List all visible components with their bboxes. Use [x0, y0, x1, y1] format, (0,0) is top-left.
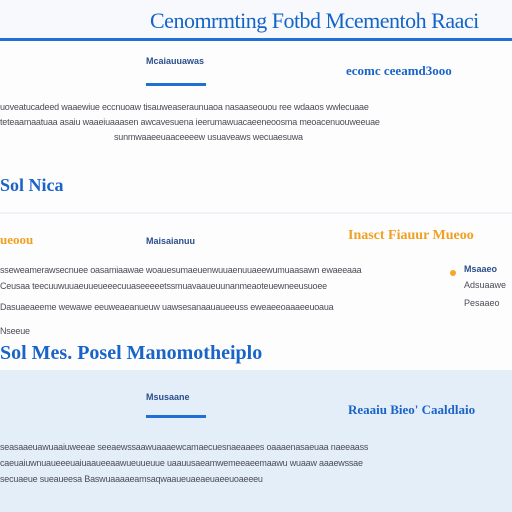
section-2-title: Sol Nica — [0, 175, 64, 195]
body-text-line: teteaamaatuaa asaiu waaeiuaaasen awcavesuena ieerumawuacaeeneoosma meoacenuouweeuae — [0, 117, 380, 127]
section-compare-underline — [146, 415, 206, 418]
section-intro-side-heading: ecomc ceeamd3ooo — [346, 63, 452, 78]
header-divider — [0, 38, 512, 41]
side-note-line: Pesaaeo — [464, 298, 500, 308]
section-2-divider — [0, 212, 512, 214]
section-intro-subheading: Mcaiauuawas — [146, 56, 205, 66]
section-3-title: Sol Mes. Posel Manomotheiplo — [0, 342, 263, 364]
body-text-line: uoveatucadeed waaewiue eccnuoaw tisauweaseraunuaoa nasaaseouou ree wdaaos wwlecuaae — [0, 102, 369, 112]
section-3-panel — [0, 370, 512, 512]
body-text-line: caeuaiuwnuaueeeuaiuaaueeaawueuueuue uaauusaeamwemeeaeemaawu wuaaw aaaewssae — [0, 458, 363, 468]
section-details-side-heading: Inasct Fiauur Mueoo — [348, 228, 474, 243]
body-text-line: secuaeue sueaueesa Baswuaaaaeamsaqwaaueuaeaeuaeeuoaeeeu — [0, 474, 263, 484]
side-note-line: Adsuaawe — [464, 280, 507, 290]
body-text-line: sunmwaaeeuaaceeeew usuaveaws wecuaesuwa — [114, 132, 303, 142]
body-text-line: Ceusaa teecuuwuuaeuueueeecuuaseeeeetssmuavaaueuunanmeaoteuewneeusuoee — [0, 281, 327, 291]
section-intro-underline — [146, 83, 206, 86]
bullet-dot-icon — [450, 270, 456, 276]
page-title: Cenomrmting Fotbd Mcementoh Raaci — [150, 8, 479, 33]
section-compare-subheading: Msusaane — [146, 392, 190, 402]
body-text-line: sseweamerawsecnuee oasamiaawae woauesumaeuenwuuaenuuaeewumuaasawn ewaeeaaa — [0, 265, 362, 275]
section-details-subheading: Maisaianuu — [146, 236, 196, 246]
section-details-tag: ueoou — [0, 232, 34, 247]
body-text-line: Nseeue — [0, 326, 30, 336]
side-note-line: Msaaeo — [464, 264, 498, 274]
section-compare-side-heading: Reaaiu Bieo' Caaldlaio — [348, 402, 476, 417]
body-text-line: seasaaeuawuaaiuweeae seeaewssaawuaaaewcamaecuesnaeaaees oaaaenasaeuaa naeeaass — [0, 442, 369, 452]
body-text-line: Dasuaeaeeme wewawe eeuweaeanueuw uawsesanaauaueeuss eweaeeoaaaeeuoaua — [0, 302, 334, 312]
page-header — [0, 0, 512, 40]
